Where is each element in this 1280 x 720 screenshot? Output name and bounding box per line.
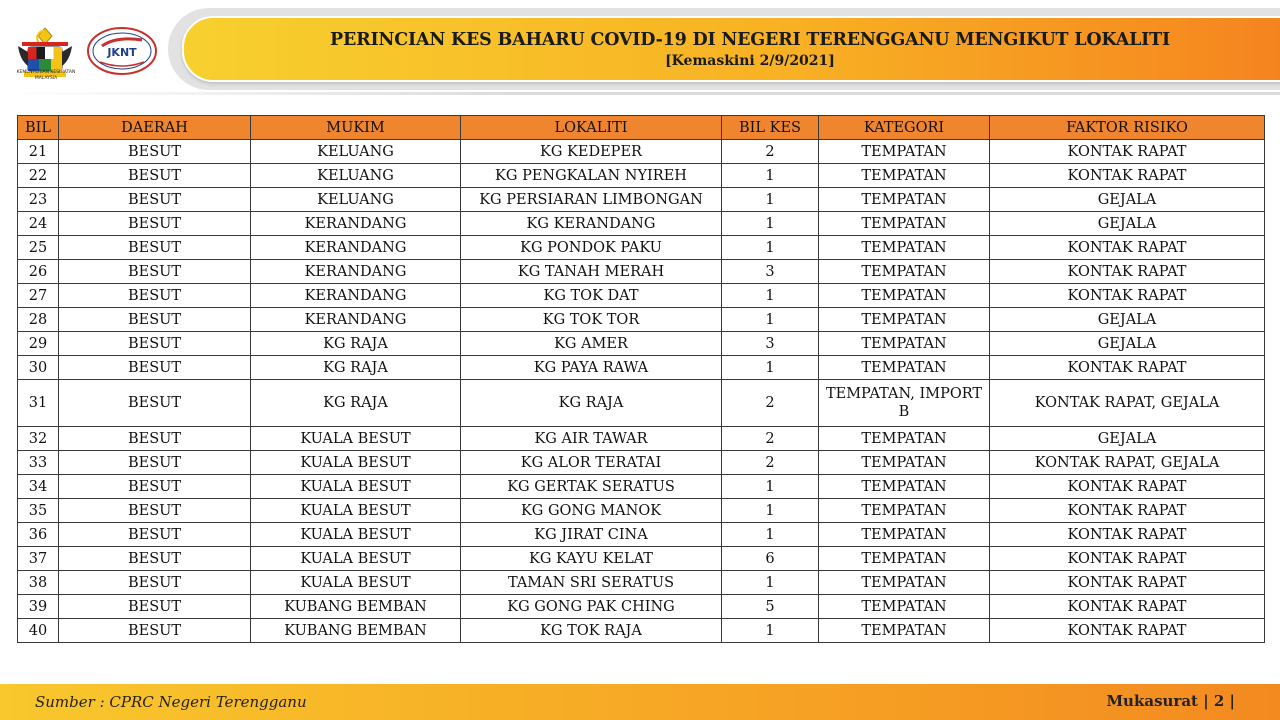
source-note: Sumber : CPRC Negeri Terengganu: [35, 693, 307, 711]
cell-faktor-risiko: KONTAK RAPAT: [990, 140, 1265, 164]
cell-lokaliti: KG KAYU KELAT: [461, 547, 722, 571]
update-date: [Kemaskini 2/9/2021]: [665, 53, 835, 69]
cell-mukim: KERANDANG: [251, 260, 461, 284]
cell-bil-kes: 1: [722, 236, 819, 260]
column-header-mukim: MUKIM: [251, 116, 461, 140]
table-row: [18, 523, 1265, 547]
cell-faktor-risiko: KONTAK RAPAT: [990, 595, 1265, 619]
table-row: [18, 212, 1265, 236]
cell-bil-kes: 2: [722, 140, 819, 164]
cell-bil-kes: 2: [722, 380, 819, 427]
cell-daerah: BESUT: [59, 260, 251, 284]
table-row: [18, 571, 1265, 595]
cell-faktor-risiko: KONTAK RAPAT, GEJALA: [990, 380, 1265, 427]
cell-kategori: TEMPATAN: [819, 595, 990, 619]
cell-mukim: KERANDANG: [251, 284, 461, 308]
cell-mukim: KUBANG BEMBAN: [251, 619, 461, 643]
table-row: [18, 427, 1265, 451]
cell-bil-kes: 3: [722, 332, 819, 356]
cell-lokaliti: KG JIRAT CINA: [461, 523, 722, 547]
cell-bil: 37: [18, 547, 59, 571]
table-row: [18, 140, 1265, 164]
cell-kategori: TEMPATAN: [819, 427, 990, 451]
jknt-logo-text: JKNT: [107, 46, 137, 59]
cell-lokaliti: KG PONDOK PAKU: [461, 236, 722, 260]
cell-daerah: BESUT: [59, 284, 251, 308]
cell-lokaliti: KG TANAH MERAH: [461, 260, 722, 284]
cell-kategori: TEMPATAN: [819, 236, 990, 260]
cell-kategori: TEMPATAN: [819, 547, 990, 571]
table-row: [18, 619, 1265, 643]
cell-bil-kes: 1: [722, 499, 819, 523]
table-row: [18, 595, 1265, 619]
cell-lokaliti: KG PERSIARAN LIMBONGAN: [461, 188, 722, 212]
cell-kategori: TEMPATAN: [819, 284, 990, 308]
page-footer: [0, 684, 1280, 720]
cell-daerah: BESUT: [59, 236, 251, 260]
cell-bil: 29: [18, 332, 59, 356]
cell-faktor-risiko: KONTAK RAPAT: [990, 284, 1265, 308]
column-header-faktor-risiko: FAKTOR RISIKO: [990, 116, 1265, 140]
cell-bil: 33: [18, 451, 59, 475]
table-row: [18, 547, 1265, 571]
cell-lokaliti: KG AMER: [461, 332, 722, 356]
cell-bil-kes: 2: [722, 451, 819, 475]
cell-mukim: KUALA BESUT: [251, 571, 461, 595]
cell-daerah: BESUT: [59, 571, 251, 595]
cell-daerah: BESUT: [59, 164, 251, 188]
cell-kategori: TEMPATAN: [819, 212, 990, 236]
cell-daerah: BESUT: [59, 475, 251, 499]
cell-bil: 23: [18, 188, 59, 212]
cell-daerah: BESUT: [59, 212, 251, 236]
cell-kategori: TEMPATAN: [819, 140, 990, 164]
cell-mukim: KUALA BESUT: [251, 547, 461, 571]
cell-bil: 32: [18, 427, 59, 451]
cell-mukim: KUBANG BEMBAN: [251, 595, 461, 619]
cell-mukim: KELUANG: [251, 140, 461, 164]
cell-faktor-risiko: GEJALA: [990, 332, 1265, 356]
cell-lokaliti: KG KEDEPER: [461, 140, 722, 164]
cell-bil-kes: 1: [722, 475, 819, 499]
cell-daerah: BESUT: [59, 523, 251, 547]
cell-lokaliti: KG TOK TOR: [461, 308, 722, 332]
cell-lokaliti: TAMAN SRI SERATUS: [461, 571, 722, 595]
cell-daerah: BESUT: [59, 356, 251, 380]
cell-lokaliti: KG GERTAK SERATUS: [461, 475, 722, 499]
cell-faktor-risiko: GEJALA: [990, 308, 1265, 332]
page-title: PERINCIAN KES BAHARU COVID-19 DI NEGERI TERENGGANU MENGIKUT LOKALITI: [330, 30, 1170, 50]
cell-daerah: BESUT: [59, 308, 251, 332]
cell-bil-kes: 5: [722, 595, 819, 619]
cell-daerah: BESUT: [59, 619, 251, 643]
cell-faktor-risiko: KONTAK RAPAT, GEJALA: [990, 451, 1265, 475]
column-header-lokaliti: LOKALITI: [461, 116, 722, 140]
cell-daerah: BESUT: [59, 499, 251, 523]
cell-faktor-risiko: GEJALA: [990, 212, 1265, 236]
cell-bil-kes: 1: [722, 356, 819, 380]
cell-daerah: BESUT: [59, 332, 251, 356]
cell-bil-kes: 3: [722, 260, 819, 284]
cell-lokaliti: KG AIR TAWAR: [461, 427, 722, 451]
cell-kategori: TEMPATAN: [819, 164, 990, 188]
table-row: [18, 380, 1265, 427]
cell-lokaliti: KG GONG MANOK: [461, 499, 722, 523]
cell-bil: 36: [18, 523, 59, 547]
cell-faktor-risiko: GEJALA: [990, 188, 1265, 212]
header-divider: [0, 92, 1280, 95]
cell-kategori: TEMPATAN: [819, 499, 990, 523]
cell-mukim: KG RAJA: [251, 380, 461, 427]
cell-faktor-risiko: GEJALA: [990, 427, 1265, 451]
cell-daerah: BESUT: [59, 451, 251, 475]
table-row: [18, 236, 1265, 260]
cell-kategori: TEMPATAN: [819, 523, 990, 547]
page-number: Mukasurat | 2 |: [1106, 692, 1235, 710]
cell-mukim: KUALA BESUT: [251, 499, 461, 523]
cell-kategori: TEMPATAN: [819, 356, 990, 380]
table-row: [18, 451, 1265, 475]
cell-bil: 26: [18, 260, 59, 284]
table-row: [18, 284, 1265, 308]
cell-faktor-risiko: KONTAK RAPAT: [990, 571, 1265, 595]
column-header-bil-kes: BIL KES: [722, 116, 819, 140]
cell-bil: 35: [18, 499, 59, 523]
cell-bil-kes: 6: [722, 547, 819, 571]
cell-bil: 22: [18, 164, 59, 188]
kkm-logo-caption: KEMENTERIAN KESIHATAN MALAYSIA: [16, 70, 76, 81]
cell-lokaliti: KG TOK RAJA: [461, 619, 722, 643]
cell-mukim: KUALA BESUT: [251, 523, 461, 547]
cell-bil: 24: [18, 212, 59, 236]
cell-bil: 34: [18, 475, 59, 499]
cell-bil: 38: [18, 571, 59, 595]
table-body: [18, 140, 1265, 643]
cell-bil-kes: 1: [722, 212, 819, 236]
cell-kategori: TEMPATAN: [819, 571, 990, 595]
cell-bil-kes: 1: [722, 619, 819, 643]
cell-lokaliti: KG KERANDANG: [461, 212, 722, 236]
cell-faktor-risiko: KONTAK RAPAT: [990, 547, 1265, 571]
cell-bil-kes: 1: [722, 164, 819, 188]
cell-bil-kes: 2: [722, 427, 819, 451]
cell-mukim: KELUANG: [251, 188, 461, 212]
cell-daerah: BESUT: [59, 547, 251, 571]
cell-lokaliti: KG TOK DAT: [461, 284, 722, 308]
jknt-logo: [86, 26, 158, 76]
cell-bil: 40: [18, 619, 59, 643]
cell-faktor-risiko: KONTAK RAPAT: [990, 164, 1265, 188]
cell-faktor-risiko: KONTAK RAPAT: [990, 236, 1265, 260]
cell-mukim: KERANDANG: [251, 236, 461, 260]
cell-bil: 28: [18, 308, 59, 332]
cell-faktor-risiko: KONTAK RAPAT: [990, 619, 1265, 643]
table-header-row: [18, 116, 1265, 140]
cell-mukim: KERANDANG: [251, 308, 461, 332]
cell-bil-kes: 1: [722, 284, 819, 308]
cell-mukim: KUALA BESUT: [251, 475, 461, 499]
cell-mukim: KG RAJA: [251, 356, 461, 380]
table-row: [18, 308, 1265, 332]
cell-lokaliti: KG GONG PAK CHING: [461, 595, 722, 619]
cell-lokaliti: KG PENGKALAN NYIREH: [461, 164, 722, 188]
cell-bil: 39: [18, 595, 59, 619]
cell-faktor-risiko: KONTAK RAPAT: [990, 356, 1265, 380]
cell-mukim: KUALA BESUT: [251, 427, 461, 451]
cell-bil-kes: 1: [722, 308, 819, 332]
cell-daerah: BESUT: [59, 380, 251, 427]
cell-kategori: TEMPATAN: [819, 451, 990, 475]
table-row: [18, 164, 1265, 188]
cell-faktor-risiko: KONTAK RAPAT: [990, 475, 1265, 499]
column-header-kategori: KATEGORI: [819, 116, 990, 140]
cell-daerah: BESUT: [59, 140, 251, 164]
cell-daerah: BESUT: [59, 188, 251, 212]
column-header-bil: BIL: [18, 116, 59, 140]
cell-mukim: KUALA BESUT: [251, 451, 461, 475]
cell-kategori: TEMPATAN: [819, 475, 990, 499]
cell-bil-kes: 1: [722, 571, 819, 595]
cell-kategori: TEMPATAN: [819, 188, 990, 212]
cell-bil-kes: 1: [722, 188, 819, 212]
cell-bil-kes: 1: [722, 523, 819, 547]
cell-kategori: TEMPATAN: [819, 260, 990, 284]
cell-mukim: KG RAJA: [251, 332, 461, 356]
cell-kategori: TEMPATAN: [819, 308, 990, 332]
cell-bil: 21: [18, 140, 59, 164]
cell-faktor-risiko: KONTAK RAPAT: [990, 523, 1265, 547]
cell-daerah: BESUT: [59, 595, 251, 619]
cell-faktor-risiko: KONTAK RAPAT: [990, 260, 1265, 284]
cell-kategori: TEMPATAN: [819, 332, 990, 356]
cell-kategori: TEMPATAN: [819, 619, 990, 643]
cell-daerah: BESUT: [59, 427, 251, 451]
table-row: [18, 356, 1265, 380]
table-row: [18, 332, 1265, 356]
cell-bil: 27: [18, 284, 59, 308]
page-header: [0, 0, 1280, 104]
table-row: [18, 475, 1265, 499]
cell-mukim: KERANDANG: [251, 212, 461, 236]
cell-lokaliti: KG ALOR TERATAI: [461, 451, 722, 475]
table-row: [18, 188, 1265, 212]
cell-lokaliti: KG PAYA RAWA: [461, 356, 722, 380]
cell-bil: 31: [18, 380, 59, 427]
cell-lokaliti: KG RAJA: [461, 380, 722, 427]
cell-bil: 30: [18, 356, 59, 380]
cell-mukim: KELUANG: [251, 164, 461, 188]
table-row: [18, 260, 1265, 284]
cell-faktor-risiko: KONTAK RAPAT: [990, 499, 1265, 523]
column-header-daerah: DAERAH: [59, 116, 251, 140]
cases-table: [17, 115, 1265, 643]
cell-kategori: TEMPATAN, IMPORT B: [819, 380, 990, 427]
cell-bil: 25: [18, 236, 59, 260]
table-row: [18, 499, 1265, 523]
